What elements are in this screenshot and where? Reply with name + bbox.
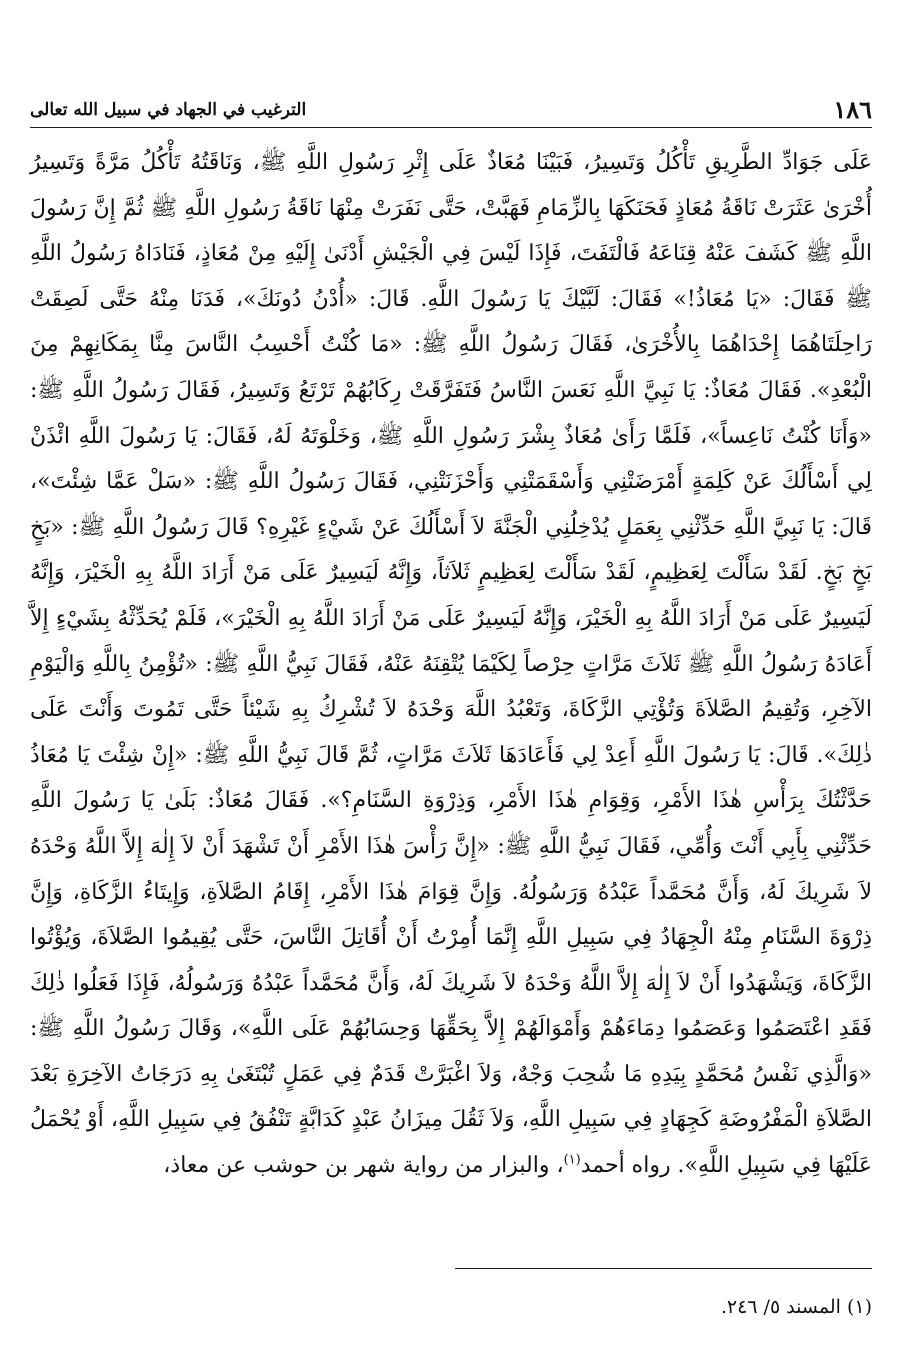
running-title: الترغيب في الجهاد في سبيل الله تعالى	[30, 100, 307, 120]
page-number: ١٨٦	[833, 95, 872, 124]
page-header	[30, 95, 872, 125]
footnote-rule	[455, 1268, 872, 1269]
hadith-tail-text: ، والبزار من رواية شهر بن حوشب عن معاذ،	[163, 1153, 564, 1179]
footnote: (١) المسند ٥/ ٢٤٦.	[720, 1296, 872, 1318]
header-rule	[30, 127, 872, 128]
hadith-text	[30, 140, 872, 1189]
footnote-reference[interactable]: (١)	[563, 1152, 581, 1168]
hadith-main-text: عَلَى جَوَادِّ الطَّرِيقِ تَأْكُلُ وَتَسِيرُ، فَبَيْنَا مُعَاذٌ عَلَى إِثْرِ رَسُولِ اللَّهِ ﷺ، وَنَاقَتُهُ تَأْكُلُ مَرَّةً وَتَسِيرُ أُخْرَىٰ عَثَرَتْ نَاقَةُ مُعَاذٍ فَحَنَكَهَا بِالزِّمَامِ فَهَبَّتْ، حَتَّى نَفَرَتْ مِنْهَا نَاقَةُ رَسُولِ اللَّهِ ﷺ ثُمَّ إِنَّ رَسُولَ اللَّهِ ﷺ كَشَفَ عَنْهُ قِنَاعَهُ فَالْتَفَتَ، فَإِذَا لَيْسَ فِي الْجَيْشِ أَدْنَىٰ إِلَيْهِ مِنْ مُعَاذٍ، فَنَادَاهُ رَسُولُ اللَّهِ ﷺ فَقَالَ: «يَا مُعَاذُ!» فَقَالَ: لَبَّيْكَ يَا رَسُولَ اللَّهِ. قَالَ: «أُدْنُ دُونَكَ»، فَدَنَا مِنْهُ حَتَّى لَصِقَتْ رَاحِلَتَاهُمَا إِحْدَاهُمَا بِالأُخْرَىٰ، فَقَالَ رَسُولُ اللَّهِ ﷺ: «مَا كُنْتُ أَحْسِبُ النَّاسَ مِنَّا بِمَكَانِهِمْ مِنَ الْبُعْدِ». فَقَالَ مُعَاذٌ: يَا نَبِيَّ اللَّهِ نَعَسَ النَّاسُ فَتَفَرَّقَتْ رِكَابُهُمْ تَرْتَعُ وَتَسِيرُ، فَقَالَ رَسُولُ اللَّهِ ﷺ: «وَأَنَا كُنْتُ نَاعِساً»، فَلَمَّا رَأَىٰ مُعَاذٌ بِشْرَ رَسُولِ اللَّهِ ﷺ، وَخَلْوَتَهُ لَهُ، فَقَالَ: يَا رَسُولَ اللَّهِ ائْذَنْ لِي أَسْأَلُكَ عَنْ كَلِمَةٍ أَمْرَضَتْنِي وَأَسْقَمَتْنِي وَأَحْزَنَتْنِي، فَقَالَ رَسُولُ اللَّهِ ﷺ: «سَلْ عَمَّا شِئْتَ»، قَالَ: يَا نَبِيَّ اللَّهِ حَدِّثْنِي بِعَمَلٍ يُدْخِلُنِي الْجَنَّةَ لاَ أَسْأَلُكَ عَنْ شَيْءٍ غَيْرِهِ؟ قَالَ رَسُولُ اللَّهِ ﷺ: «بَخٍ بَخٍ بَخٍ. لَقَدْ سَأَلْتَ لِعَظِيمٍ، لَقَدْ سَأَلْتَ لِعَظِيمٍ ثَلاَثاً، وَإِنَّهُ لَيَسِيرٌ عَلَى مَنْ أَرَادَ اللَّهُ بِهِ الْخَيْرَ، وَإِنَّهُ لَيَسِيرٌ عَلَى مَنْ أَرَادَ اللَّهُ بِهِ الْخَيْرَ، وَإِنَّهُ لَيَسِيرٌ عَلَى مَنْ أَرَادَ اللَّهُ بِهِ الْخَيْرَ»، فَلَمْ يُحَدِّثْهُ بِشَيْءٍ إِلاَّ أَعَادَهُ رَسُولُ اللَّهِ ﷺ ثَلاَثَ مَرَّاتٍ حِرْصاً لِكَيْمَا يُتْقِنَهُ عَنْهُ، فَقَالَ نَبِيُّ اللَّهِ ﷺ: «تُؤْمِنُ بِاللَّهِ وَالْيَوْمِ الآخِرِ، وَتُقِيمُ الصَّلاَةَ وَتُؤْتِي الزَّكَاةَ، وَتَعْبُدُ اللَّهَ وَحْدَهُ لاَ تُشْرِكُ بِهِ شَيْئاً حَتَّى تَمُوتَ وَأَنْتَ عَلَى ذٰلِكَ». قَالَ: يَا رَسُولَ اللَّهِ أَعِدْ لِي فَأَعَادَهَا ثَلاَثَ مَرَّاتٍ، ثُمَّ قَالَ نَبِيُّ اللَّهِ ﷺ: «إِنْ شِئْتَ يَا مُعَاذُ حَدَّثْتُكَ بِرَأْسِ هٰذَا الأَمْرِ، وَقِوَامِ هٰذَا الأَمْرِ، وَذِرْوَةِ السَّنَامِ؟». فَقَالَ مُعَاذٌ: بَلَىٰ يَا رَسُولَ اللَّهِ حَدِّثْنِي بِأَبِي أَنْتَ وَأُمِّي، فَقَالَ نَبِيُّ اللَّهِ ﷺ: «إِنَّ رَأْسَ هٰذَا الأَمْرِ أَنْ تَشْهَدَ أَنْ لاَ إِلٰهَ إِلاَّ اللَّهُ وَحْدَهُ لاَ شَرِيكَ لَهُ، وَأَنَّ مُحَمَّداً عَبْدُهُ وَرَسُولُهُ. وَإِنَّ قِوَامَ هٰذَا الأَمْرِ، إِقَامُ الصَّلاَةِ، وَإِيتَاءُ الزَّكَاةِ، وَإِنَّ ذِرْوَةَ السَّنَامِ مِنْهُ الْجِهَادُ فِي سَبِيلِ اللَّهِ إِنَّمَا أُمِرْتُ أَنْ أُقَاتِلَ النَّاسَ، حَتَّى يُقِيمُوا الصَّلاَةَ، وَيُؤْتُوا الزَّكَاةَ، وَيَشْهَدُوا أَنْ لاَ إِلٰهَ إِلاَّ اللَّهُ وَحْدَهُ لاَ شَرِيكَ لَهُ، وَأَنَّ مُحَمَّداً عَبْدُهُ وَرَسُولُهُ، فَإِذَا فَعَلُوا ذٰلِكَ فَقَدِ اعْتَصَمُوا وَعَصَمُوا دِمَاءَهُمْ وَأَمْوَالَهُمْ إِلاَّ بِحَقِّهَا وَحِسَابُهُمْ عَلَى اللَّهِ»، وَقَالَ رَسُولُ اللَّهِ ﷺ: «وَالَّذِي نَفْسُ مُحَمَّدٍ بِيَدِهِ مَا شُحِبَ وَجْهٌ، وَلاَ اغْبَرَّتْ قَدَمٌ فِي عَمَلٍ تُبْتَغَىٰ بِهِ دَرَجَاتُ الآخِرَةِ بَعْدَ الصَّلاَةِ الْمَفْرُوضَةِ كَجِهَادٍ فِي سَبِيلِ اللَّهِ، وَلاَ ثَقُلَ مِيزَانُ عَبْدٍ كَدَابَّةٍ تَنْفُقُ فِي سَبِيلِ اللَّهِ، أَوْ يُحْمَلُ عَلَيْهَا فِي سَبِيلِ اللَّهِ». رواه أحمد	[30, 150, 872, 1179]
